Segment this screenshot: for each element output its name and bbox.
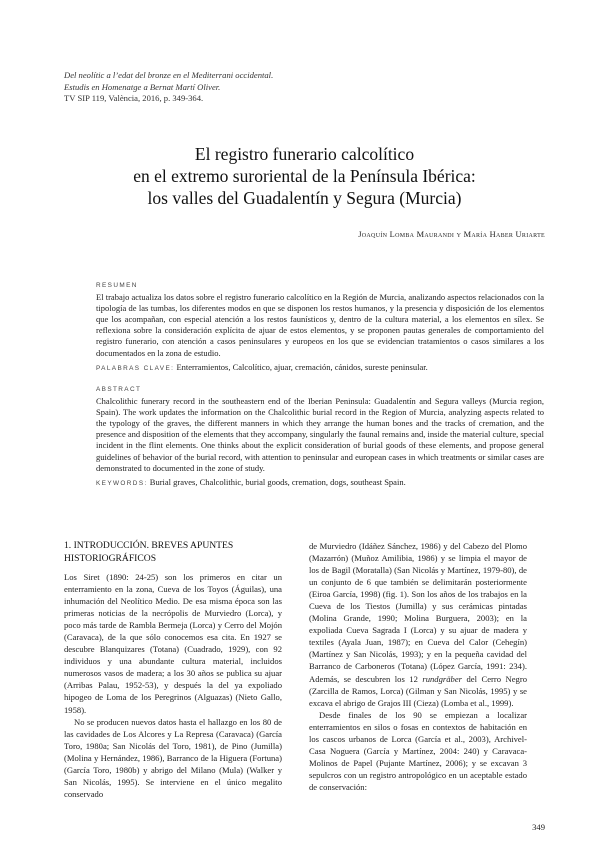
- header-volume-title: Del neolític a l’edat del bronze en el Mediterrani occidental.: [64, 70, 274, 80]
- resumen-text: El trabajo actualiza los datos sobre el registro funerario calcolítico en la Región de Murcia, analizando aspectos relacionados con la tipología de las tumbas, los diferentes modos en que se disponen los restos humanos, y la presencia y disposición de los elementos que los acompañan, con especial atención a los restos faunísticos y, dentro de la cultura material, a los elementos en sílex. Se reflexiona sobre la consideración explícita de ajuar de estos elementos, y se proponen pautas generales de comportamiento del registro funerario, con atención a casos peninsulares y europeos en los que se evidencian tratamientos o casos similares a los documentados en la zona de estudio.: [96, 292, 544, 358]
- abstract-block: [96, 384, 544, 489]
- paragraph: No se producen nuevos datos hasta el hallazgo en los 80 de las cavidades de Los Alcores y La Represa (Caravaca) (García Toro, 1980a; San Nicolás del Toro, 1981), de Pino (Jumilla) (Molina y Hernández, 1986), Barranco de la Higuera (Fortuna) (García Toro, 1980b) y abrigo del Milano (Mula) (Walker y San Nicolás, 1995). Se interviene en el único megalito conservado: [64, 716, 282, 799]
- emphasis-term: rundgräber: [422, 673, 462, 684]
- resumen-block: [96, 280, 544, 374]
- paragraph: Los Siret (1890: 24-25) son los primeros en citar un enterramiento en la zona, Cueva de los Toyos (Águilas), una inhumación del Neolítico Medio. De esa misma época son las primeras noticias de la necrópolis de Murviedro (Lorca), y poco más tarde de Rambla Bermeja (Lorca) y Cerro del Mojón (Caravaca), de la que sólo conocemos esa cita. En 1927 se descubre Blanquizares (Totana) (Cuadrado, 1929), con 92 individuos y una abundante cultura material, incluidos numerosos vasos de madera; a los 30 años se publica su ajuar (Arribas Palau, 1952-53), y después la del ya expoliado hipogeo de Loma de los Peregrinos (Alguazas) (Nieto Gallo, 1958).: [64, 572, 282, 715]
- column-left: [64, 540, 282, 800]
- paragraph: Desde finales de los 90 se empiezan a localizar enterramientos en silos o fosas en contextos de habitación en los cascos urbanos de Lorca (García et al., 2003), Archivel-Casa Noguera (García y Martínez, 2004: 240) y Caravaca-Molinos de Papel (Pujante Martínez, 2006); y se excavan 3 sepulcros con un registro antropológico en un aceptable estado de conservación:: [309, 709, 527, 792]
- article-title: [0, 143, 609, 209]
- column-right: [309, 540, 527, 793]
- resumen-keywords: [96, 362, 544, 374]
- abstract-keywords: [96, 477, 544, 489]
- title-line-3: los valles del Guadalentín y Segura (Murcia): [147, 188, 462, 208]
- resumen-label: RESUMEN: [96, 282, 138, 289]
- keywords-text: Burial graves, Chalcolithic, burial goods, cremation, dogs, southeast Spain.: [149, 476, 406, 487]
- header-homage: Estudis en Homenatge a Bernat Martí Oliver.: [64, 81, 221, 92]
- title-line-1: El registro funerario calcolítico: [194, 144, 415, 164]
- abstract-label: ABSTRACT: [96, 386, 142, 393]
- header-citation: TV SIP 119, València, 2016, p. 349-364.: [64, 93, 204, 103]
- palabras-clave-text: Enterramientos, Calcolítico, ajuar, cremación, cánidos, sureste peninsular.: [176, 361, 428, 372]
- journal-header: [64, 70, 364, 105]
- section-title: 1. INTRODUCCIÓN. BREVES APUNTES HISTORIOGRÁFICOS: [64, 540, 234, 564]
- palabras-clave-label: PALABRAS CLAVE:: [96, 364, 175, 372]
- page-number: 349: [532, 822, 545, 832]
- paragraph: de Murviedro (Idáñez Sánchez, 1986) y del Cabezo del Plomo (Mazarrón) (Muñoz Amilibia, 1986) y se limpia el mayor de los de Bagil (Moratalla) (San Nicolás y Martínez, 1979-80), de un conjunto de 6 que también se delimitarán posteriormente (Eiroa García, 1998) (fig. 1). Son los años de los trabajos en la Cueva de los Tiestos (Jumilla) y sus cerámicas pintadas (Molina Grande, 1990; Molina Burguera, 2003); en la expoliada Cueva Sagrada I (Lorca) y su ajuar de madera y textiles (Ayala Juan, 1987); en Cueva del Calor (Cehegín) (Martínez y San Nicolás, 1993); y en la pequeña cavidad del Barranco de Carboneros (Totana) (López García, 1991: 234). Además, se descubren los 12 rundgräber del Cerro Negro (Zarcilla de Ramos, Lorca) (Gilman y San Nicolás, 1995) y se excava el abrigo de Grajos III (Cieza) (Lomba et al., 1999).: [309, 541, 527, 708]
- title-line-2: en el extremo suroriental de la Península Ibérica:: [133, 166, 476, 186]
- keywords-label: KEYWORDS:: [96, 479, 148, 487]
- authors: Joaquín Lomba Maurandi y María Haber Uriarte: [358, 230, 545, 239]
- abstract-text: Chalcolithic funerary record in the southeastern end of the Iberian Peninsula: Guadalentín and Segura valleys (Murcia region, Spain). The work updates the information on the Chalcolithic burial record in the Region of Murcia, analyzing aspects related to the typology of the graves, the different manners in which they arrange the human bones and the tracks of cremation, and the presence and disposition of the elements that they accompany, singularly the faunal remains and, inside the material culture, special incident in the flint elements. One thinks about the explicit consideration of burial goods of these elements, and propose general guidelines of behavior of the burial record, with attention to peninsular and european cases in which treatments or similar cases are demonstrated to documented in the zone of study.: [96, 396, 544, 473]
